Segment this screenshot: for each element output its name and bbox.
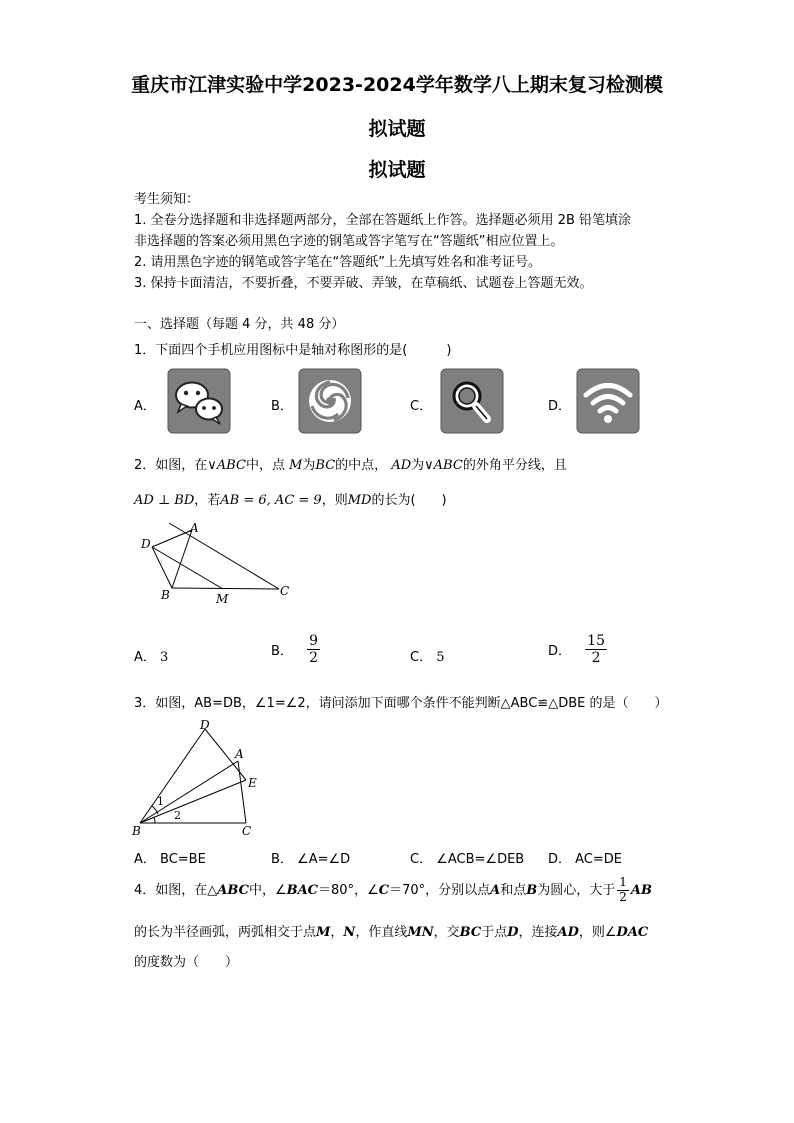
q3-option-c: C． ∠ACB=∠DEB [410, 852, 525, 867]
notice-item-1a: 1. 全卷分选择题和非选择题两部分，全部在答题纸上作答。选择题必须用 2B 铅笔填涂 [134, 213, 631, 228]
q2-option-c: C． 5 [410, 650, 445, 665]
q1-option-c-letter: C． [410, 399, 433, 414]
search-icon [440, 368, 504, 432]
q3-label-angle2: 2 [174, 809, 181, 822]
q2-label-c: C [280, 584, 290, 598]
q1-option-d-letter: D． [548, 399, 572, 414]
q2-label-d: D [141, 537, 151, 551]
q2-label-b: B [161, 588, 170, 602]
q3-label-angle1: 1 [157, 795, 164, 808]
q4-stem-line2: 的长为半径画弧，两弧相交于点M，N，作直线MN，交BC于点D，连接AD，则∠DAC [134, 925, 649, 940]
q3-option-a: A． BC=BE [134, 852, 206, 867]
q1-option-b-letter: B． [271, 399, 293, 414]
q2-figure [134, 515, 304, 610]
q2-option-b: B． $\frac{9}{2}$ [271, 633, 318, 667]
q3-label-b: B [132, 824, 141, 838]
q2-stem-line2: AD ⊥ BD，若AB = 6, AC = 9，则MD的长为( ) [134, 493, 447, 508]
swirl-icon [298, 368, 362, 432]
q2-stem-line1: 2．如图，在∨ABC中，点 M为BC的中点， AD为∨ABC的外角平分线，且 [134, 458, 567, 473]
q1-option-a-letter: A． [134, 399, 156, 414]
q3-figure [130, 717, 270, 839]
notice-item-1b: 非选择题的答案必须用黑色字迹的钢笔或答字笔写在“答题纸”相应位置上。 [134, 234, 564, 249]
q3-label-a: A [235, 747, 244, 761]
q2-option-a: A． 3 [134, 650, 169, 665]
q3-option-d: D． AC=DE [548, 852, 623, 867]
q1-stem: 1．下面四个手机应用图标中是轴对称图形的是( ) [134, 343, 452, 358]
q3-stem: 3．如图，AB=DB，∠1=∠2，请问添加下面哪个条件不能判断△ABC≌△DBE 的是（ ） [134, 696, 668, 711]
notice-heading: 考生须知： [134, 192, 200, 207]
q3-label-e: E [248, 776, 257, 790]
wifi-icon [576, 368, 640, 432]
page-title-line3: 拟试题 [368, 159, 426, 181]
page-title-line2: 拟试题 [368, 118, 426, 140]
q2-label-a: A [190, 521, 199, 535]
notice-item-2: 2. 请用黑色字迹的钢笔或答字笔在“答题纸”上先填写姓名和准考证号。 [134, 255, 542, 270]
notice-item-3: 3. 保持卡面清洁，不要折叠，不要弄破、弄皱，在草稿纸、试题卷上答题无效。 [134, 276, 593, 291]
q4-stem-line3: 的度数为（ ） [134, 955, 239, 970]
q2-option-d: D． $\frac{15}{2}$ [548, 633, 605, 667]
page-title: 重庆市江津实验中学2023-2024学年数学八上期末复习检测模 [131, 74, 663, 96]
q4-stem-line1: 4．如图，在△ABC中，∠BAC＝80°，∠C＝70°，分别以点A和点B为圆心，大于 $\frac{1}{2}$ AB [134, 875, 652, 904]
q3-option-b: B． ∠A=∠D [271, 852, 351, 867]
q3-label-d: D [200, 718, 210, 732]
q2-label-m: M [216, 592, 229, 606]
q3-label-c: C [242, 824, 252, 838]
section-heading: 一、选择题（每题 4 分，共 48 分） [134, 317, 345, 332]
wechat-icon [167, 368, 231, 432]
